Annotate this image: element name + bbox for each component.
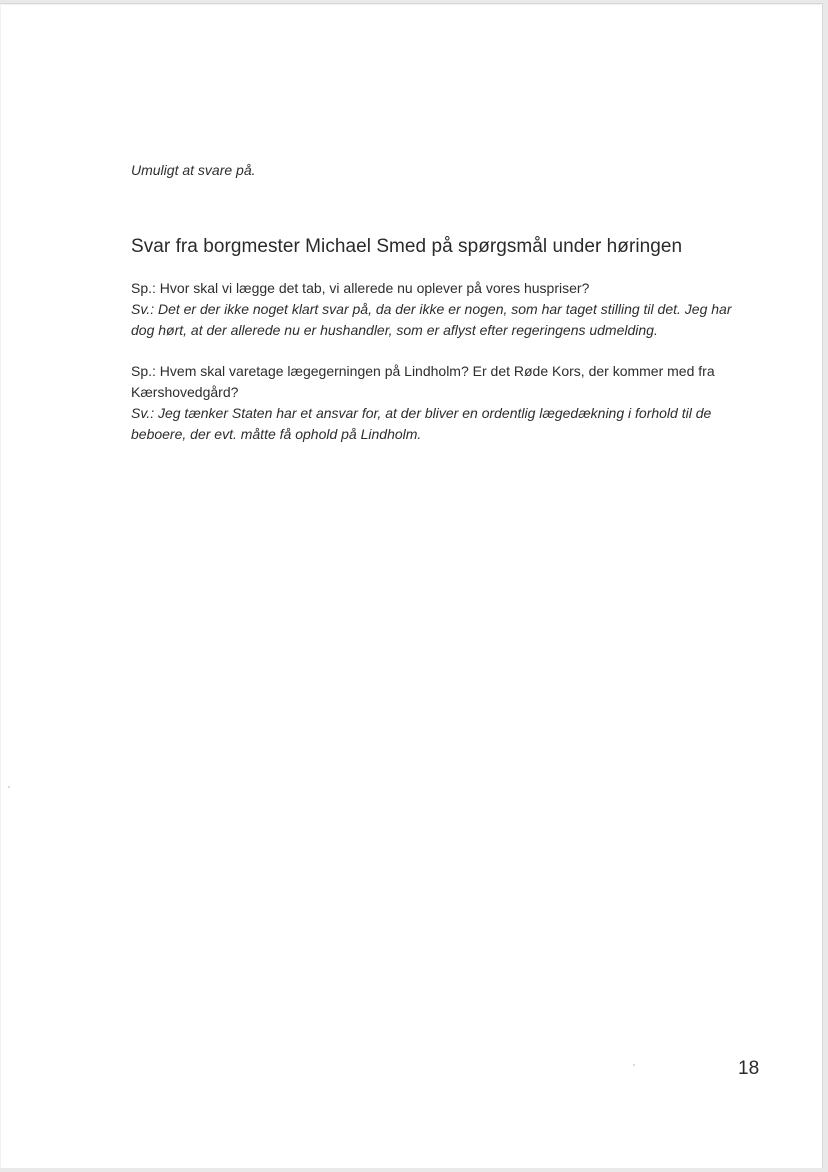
answer-text: Sv.: Jeg tænker Staten har et ansvar for, at der bliver en ordentlig lægedækning i forhold til de beboere, der evt. måtte få ophold på Lindholm. <box>131 405 712 442</box>
qa-block <box>131 361 756 445</box>
question-text: Sp.: Hvem skal varetage lægegerningen på Lindholm? Er det Røde Kors, der kommer med fra Kærshovedgård? <box>131 363 715 400</box>
page-number: 18 <box>738 1058 760 1079</box>
qa-block <box>131 278 756 341</box>
scan-speck <box>8 786 10 788</box>
scan-speck <box>633 1064 635 1066</box>
document-page <box>0 3 823 1168</box>
intro-answer: Umuligt at svare på. <box>131 162 256 178</box>
section-heading: Svar fra borgmester Michael Smed på spørgsmål under høringen <box>131 236 683 257</box>
answer-text: Sv.: Det er der ikke noget klart svar på, da der ikke er nogen, som har taget stilling til det. Jeg har dog hørt, at der allerede nu er hushandler, som er aflyst efter regeringens udmelding. <box>131 301 732 338</box>
question-text: Sp.: Hvor skal vi lægge det tab, vi allerede nu oplever på vores huspriser? <box>131 280 590 296</box>
